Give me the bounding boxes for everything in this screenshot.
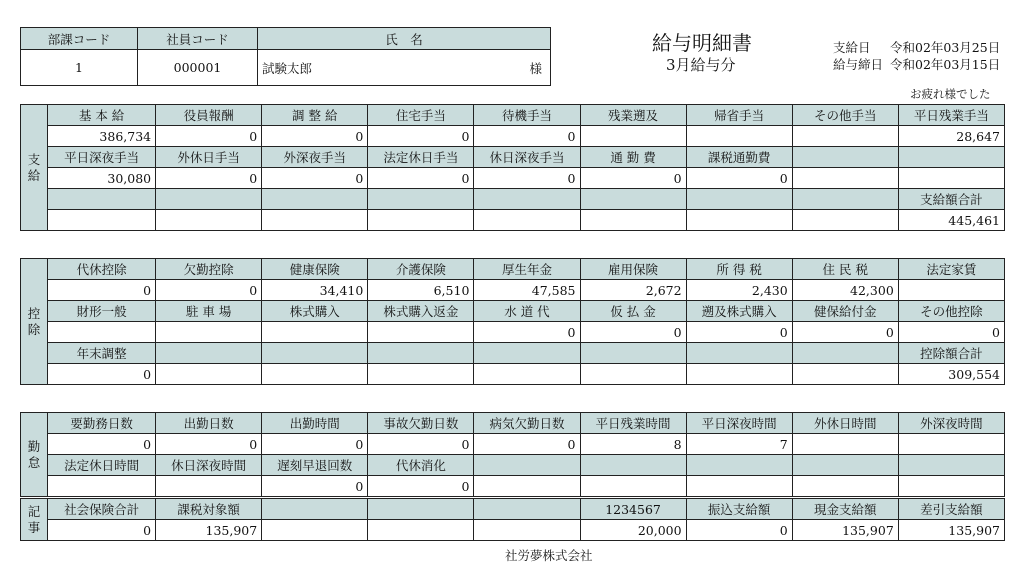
field-label: 社会保険合計: [48, 499, 156, 520]
field-value: 0: [262, 168, 368, 189]
field-value: 0: [368, 126, 474, 147]
field-label: 代休控除: [48, 259, 156, 280]
field-value: [580, 476, 686, 497]
field-label: その他手当: [792, 105, 898, 126]
notes-section-label-char: 記: [27, 503, 41, 519]
field-value: [898, 434, 1004, 455]
field-label: 差引支給額: [898, 499, 1004, 520]
field-label: [474, 343, 580, 364]
field-label: 事故欠勤日数: [368, 413, 474, 434]
field-value: [898, 280, 1004, 301]
field-value: 0: [686, 168, 792, 189]
field-value: 6,510: [368, 280, 474, 301]
close-date-label: 給与締日: [833, 57, 884, 72]
field-value: 0: [474, 434, 580, 455]
field-value: 34,410: [262, 280, 368, 301]
field-value: 0: [474, 126, 580, 147]
field-label: その他控除: [898, 301, 1004, 322]
company-name: 社労夢株式会社: [505, 548, 593, 563]
field-value: 0: [262, 476, 368, 497]
field-label: 住宅手当: [368, 105, 474, 126]
employee-code-value: 000001: [138, 50, 258, 86]
attendance-section-label-char: 怠: [27, 454, 41, 470]
notes-section-label-char: 事: [27, 519, 41, 535]
field-label: 出勤時間: [262, 413, 368, 434]
field-label: 株式購入返金: [368, 301, 474, 322]
field-label: 外深夜時間: [898, 413, 1004, 434]
field-label: 調 整 給: [262, 105, 368, 126]
dept-code-header: 部課コード: [21, 28, 138, 50]
field-label: 病気欠勤日数: [474, 413, 580, 434]
field-label: 欠勤控除: [156, 259, 262, 280]
field-value: [262, 520, 368, 541]
field-value: [898, 168, 1004, 189]
name-cell: [258, 50, 551, 86]
field-value: [792, 476, 898, 497]
field-label: [368, 499, 474, 520]
field-label: 水 道 代: [474, 301, 580, 322]
greeting-text: お疲れ様でした: [910, 87, 991, 101]
field-value: [792, 210, 898, 231]
field-value: 0: [580, 322, 686, 343]
field-value: 0: [368, 168, 474, 189]
field-label: 通 勤 費: [580, 147, 686, 168]
field-label: 支給額合計: [898, 189, 1004, 210]
field-label: [792, 455, 898, 476]
field-label: [686, 343, 792, 364]
field-label: 法定休日時間: [48, 455, 156, 476]
field-label: 仮 払 金: [580, 301, 686, 322]
field-label: 基 本 給: [48, 105, 156, 126]
field-value: 2,430: [686, 280, 792, 301]
field-value: [474, 210, 580, 231]
field-value: [580, 210, 686, 231]
field-value: 28,647: [898, 126, 1004, 147]
pay-section-label: [21, 105, 48, 231]
field-label: 平日残業時間: [580, 413, 686, 434]
field-value: 0: [792, 322, 898, 343]
field-label: [898, 147, 1004, 168]
pay-section: [20, 104, 1005, 231]
pay-section-label-char: 給: [27, 167, 41, 183]
field-value: 0: [686, 520, 792, 541]
dept-code-value: 1: [21, 50, 138, 86]
field-label: 現金支給額: [792, 499, 898, 520]
deduction-section-label-char: 控: [27, 305, 41, 321]
field-value: [686, 364, 792, 385]
field-label: 外休日時間: [792, 413, 898, 434]
field-value: 135,907: [898, 520, 1004, 541]
field-value: [48, 322, 156, 343]
field-value: 0: [48, 434, 156, 455]
field-label: 健保給付金: [792, 301, 898, 322]
deduction-section: [20, 258, 1005, 385]
field-value: [686, 476, 792, 497]
field-label: [898, 455, 1004, 476]
field-value: 445,461: [898, 210, 1004, 231]
field-value: [686, 126, 792, 147]
field-label: 遡及株式購入: [686, 301, 792, 322]
honorific: 様: [529, 60, 542, 76]
field-value: 0: [262, 434, 368, 455]
field-label: [368, 189, 474, 210]
field-value: 0: [156, 280, 262, 301]
field-value: [686, 210, 792, 231]
field-value: 0: [474, 322, 580, 343]
field-label: 要勤務日数: [48, 413, 156, 434]
field-label: 平日残業手当: [898, 105, 1004, 126]
attendance-section-label-char: 勤: [27, 438, 41, 454]
field-value: [368, 520, 474, 541]
field-label: 出勤日数: [156, 413, 262, 434]
field-label: 代休消化: [368, 455, 474, 476]
field-label: [580, 189, 686, 210]
field-value: 0: [686, 322, 792, 343]
field-label: [792, 147, 898, 168]
field-label: 帰省手当: [686, 105, 792, 126]
field-value: [262, 210, 368, 231]
field-label: [474, 455, 580, 476]
field-value: 135,907: [792, 520, 898, 541]
field-label: 株式購入: [262, 301, 368, 322]
name-header: 氏 名: [258, 28, 551, 50]
field-value: 30,080: [48, 168, 156, 189]
field-value: [262, 322, 368, 343]
field-value: [580, 364, 686, 385]
field-value: [48, 210, 156, 231]
field-label: 遅刻早退回数: [262, 455, 368, 476]
field-label: 残業遡及: [580, 105, 686, 126]
field-value: [368, 322, 474, 343]
field-value: 0: [156, 434, 262, 455]
pay-date-label: 支給日: [833, 40, 871, 55]
field-value: 0: [368, 434, 474, 455]
pay-date: 令和02年03月25日: [890, 40, 1001, 55]
field-value: [474, 476, 580, 497]
attendance-section-label: [21, 413, 48, 497]
field-value: 8: [580, 434, 686, 455]
field-value: 0: [368, 476, 474, 497]
field-value: [474, 520, 580, 541]
field-label: 役員報酬: [156, 105, 262, 126]
field-label: 駐 車 場: [156, 301, 262, 322]
field-value: 42,300: [792, 280, 898, 301]
field-value: [474, 364, 580, 385]
field-label: [156, 189, 262, 210]
field-label: 1234567: [580, 499, 686, 520]
field-value: [792, 168, 898, 189]
field-value: 47,585: [474, 280, 580, 301]
document-subtitle: 3月給与分: [666, 56, 736, 74]
field-label: [686, 455, 792, 476]
field-label: 健康保険: [262, 259, 368, 280]
field-value: 7: [686, 434, 792, 455]
field-label: 休日深夜手当: [474, 147, 580, 168]
field-label: 休日深夜時間: [156, 455, 262, 476]
field-label: 法定家賃: [898, 259, 1004, 280]
field-value: [792, 434, 898, 455]
field-label: 財形一般: [48, 301, 156, 322]
field-label: [686, 189, 792, 210]
field-value: [580, 126, 686, 147]
field-value: [792, 364, 898, 385]
field-label: 厚生年金: [474, 259, 580, 280]
field-label: 介護保険: [368, 259, 474, 280]
field-value: [156, 364, 262, 385]
field-value: 2,672: [580, 280, 686, 301]
field-value: 0: [48, 280, 156, 301]
employee-code-header: 社員コード: [138, 28, 258, 50]
field-value: 135,907: [156, 520, 262, 541]
field-value: 0: [48, 520, 156, 541]
field-value: 0: [580, 168, 686, 189]
field-label: [474, 189, 580, 210]
field-value: 0: [156, 168, 262, 189]
field-value: [792, 126, 898, 147]
field-label: 外深夜手当: [262, 147, 368, 168]
field-value: 0: [262, 126, 368, 147]
field-label: 待機手当: [474, 105, 580, 126]
deduction-section-label: [21, 259, 48, 385]
field-value: [262, 364, 368, 385]
document-title: 給与明細書: [652, 31, 752, 55]
notes-section: [20, 498, 1005, 541]
field-value: 20,000: [580, 520, 686, 541]
field-value: [368, 364, 474, 385]
field-label: 平日深夜手当: [48, 147, 156, 168]
field-value: [898, 476, 1004, 497]
employee-info-table: [20, 27, 551, 86]
field-label: [262, 499, 368, 520]
field-value: 0: [898, 322, 1004, 343]
field-value: [156, 476, 262, 497]
field-label: [48, 189, 156, 210]
field-label: 所 得 税: [686, 259, 792, 280]
field-value: [156, 322, 262, 343]
field-label: 控除額合計: [898, 343, 1004, 364]
field-label: 課税通勤費: [686, 147, 792, 168]
field-label: [792, 343, 898, 364]
field-value: 309,554: [898, 364, 1004, 385]
field-label: 外休日手当: [156, 147, 262, 168]
field-value: 0: [48, 364, 156, 385]
employee-name: 試験太郎: [262, 60, 313, 76]
pay-section-label-char: 支: [27, 151, 41, 167]
field-label: [474, 499, 580, 520]
field-label: [580, 343, 686, 364]
field-value: [48, 476, 156, 497]
field-label: 法定休日手当: [368, 147, 474, 168]
field-value: 0: [156, 126, 262, 147]
field-label: [156, 343, 262, 364]
field-value: [368, 210, 474, 231]
field-label: [262, 189, 368, 210]
attendance-section: [20, 412, 1005, 497]
field-label: 住 民 税: [792, 259, 898, 280]
field-label: [792, 189, 898, 210]
notes-section-label: [21, 499, 48, 541]
field-label: [262, 343, 368, 364]
field-value: [156, 210, 262, 231]
field-value: 0: [474, 168, 580, 189]
deduction-section-label-char: 除: [27, 321, 41, 337]
field-label: [580, 455, 686, 476]
field-label: 雇用保険: [580, 259, 686, 280]
field-label: 平日深夜時間: [686, 413, 792, 434]
field-label: 年末調整: [48, 343, 156, 364]
field-label: [368, 343, 474, 364]
field-label: 課税対象額: [156, 499, 262, 520]
close-date: 令和02年03月15日: [890, 57, 1001, 72]
field-label: 振込支給額: [686, 499, 792, 520]
field-value: 386,734: [48, 126, 156, 147]
